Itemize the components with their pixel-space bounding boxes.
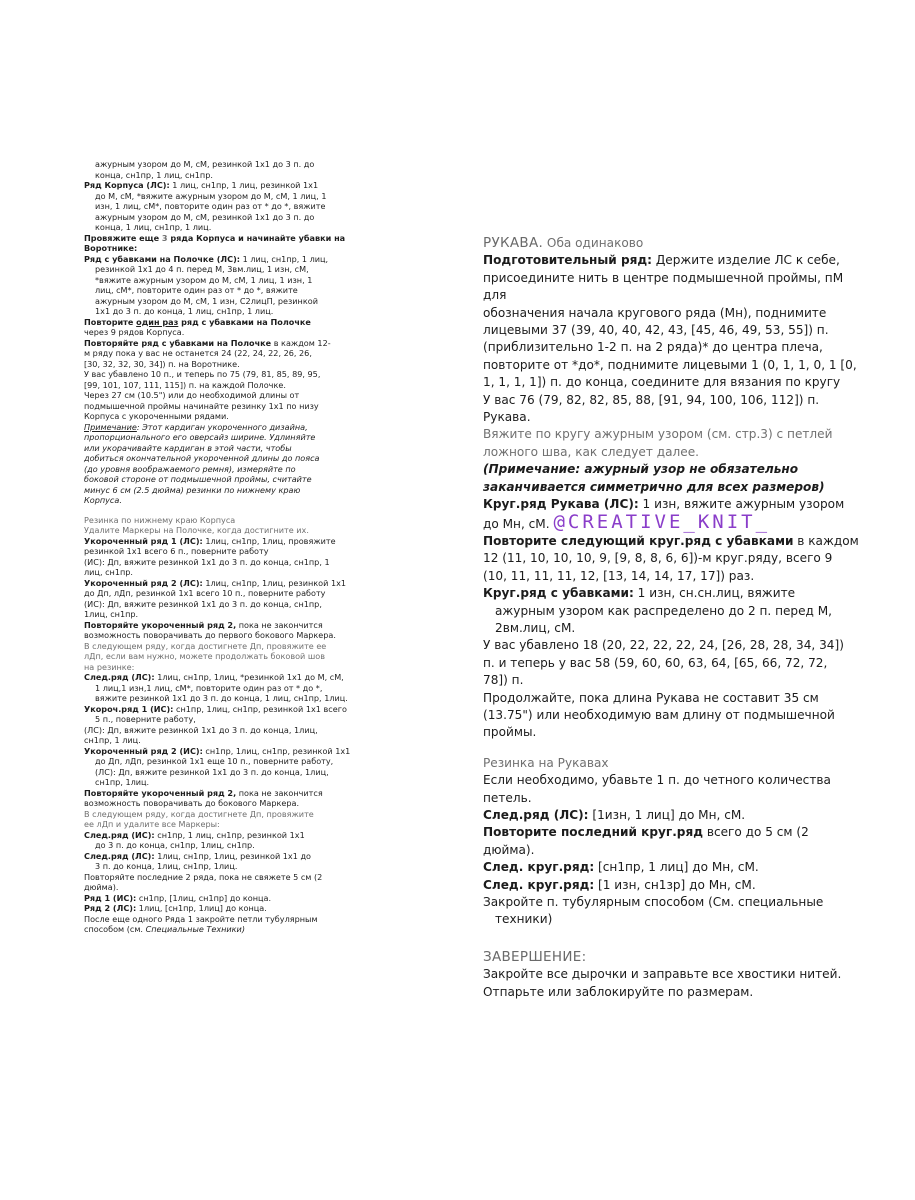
right-column [483,235,868,1001]
short-row-1: Укороченный ряд 1 (ЛС): 1лиц, сн1пр, 1лиц, провяжите [84,535,336,546]
text-line: (до уровня воображаемого ремня), измеряйте по [84,463,296,474]
repeat-last-round: Повторите последний круг.ряд всего до 5 см (2 [483,825,809,840]
next-row: След.ряд (ЛС): [1изн, 1 лиц] до Мн, сМ. [483,808,746,822]
next-round-1: След. круг.ряд: [сн1пр, 1 лиц] до Мн, сМ. [483,860,759,875]
text-line: возможность поворачивать до первого бокового Маркера. [84,630,336,640]
text-line: *вяжите ажурным узором до М, сМ, 1 лиц, 1 изн, 1 [95,274,313,285]
text-line: проймы. [483,725,537,740]
text-line: минус 6 см (2.5 дюйма) резинки по нижнему краю [84,484,301,495]
note: (Примечание: ажурный узор не обязательно [483,462,799,477]
text-line: заканчивается симметрично для всех размеров) [483,479,825,494]
text-line: или укорачивайте кардиган в этой части, чтобы [84,442,292,453]
text-line: изн, 1 лиц, сМ*, повторите один раз от * до *, вяжите [95,201,326,211]
body-row-instruction: Ряд Корпуса (ЛС): 1 лиц, сн1пр, 1 лиц, резинкой 1х1 [84,180,319,190]
text-line: В следующем ряду, когда достигнете Дп, провяжите [84,808,314,819]
text-line: дюйма). [483,842,535,857]
text-line: вяжите резинкой 1х1 до 3 п. до конца, 1 лиц, сн1пр, 1лиц. [95,693,348,703]
text-line: до Дп, лДп, резинкой 1х1 еще 10 п., поверните работу, [95,756,334,766]
text-line: (приблизительно 1-2 п. на 2 ряда)* до центра плеча, [483,340,823,355]
text-line: сн1пр, 1лиц. [95,777,150,787]
text-line: (ИС): Дп, вяжите резинкой 1х1 до 3 п. до конца, сн1пр, 1 [84,556,330,567]
note: Примечание: Этот кардиган укороченного дизайна, [84,421,308,432]
next-row-rs-2: След.ряд (ЛС): 1лиц, сн1пр, 1лиц, резинкой 1х1 до [84,850,311,861]
short-row-ws-2: Укороченный ряд 2 (ИС): сн1пр, 1лиц, сн1пр, резинкой 1х1 [84,745,351,756]
section-heading-sleeves: РУКАВА. Оба одинаково [483,235,644,251]
text-line: повторите от *до*, поднимите лицевыми 1 (0, 1, 1, 0, 1 [0, [483,357,857,372]
text-line: ажурным узором до М, сМ, резинкой 1х1 до 3 п. до [95,211,315,222]
text-line: (10, 11, 11, 11, 12, [13, 14, 14, 17, 17]) раз. [483,568,755,583]
text-line: на резинке: [84,661,135,672]
text-line: способом (см. Специальные Техники) [84,924,245,934]
text-line: петель. [483,790,532,805]
text-line: боковой стороне от подмышечной проймы, считайте [84,474,312,484]
text-line: Удалите Маркеры на Полочке, когда достигните их. [84,525,309,535]
text-line: (ЛС): Дп, вяжите резинкой 1х1 до 3 п. до конца, 1лиц, [84,724,318,735]
text-line: Рукава. [483,410,531,425]
front-decrease-row: Ряд с убавками на Полочке (ЛС): 1 лиц, сн1пр, 1 лиц, [84,253,329,264]
text-line: 2вм.лиц, сМ. [495,620,576,635]
watermark: @CREATIVE_KNIT_ [553,510,771,533]
text-line: обозначения начала кругового ряда (Мн), поднимите [483,305,827,320]
section-heading-rib: Резинка на Рукавах [483,755,609,770]
text-line: Воротнике: [84,243,138,253]
text-line: через 9 рядов Корпуса. [84,327,185,337]
text-line: У вас убавлено 10 п., и теперь по 75 (79, 81, 85, 89, 95, [84,369,321,379]
text-line: [30, 32, 32, 30, 34]) п. на Воротнике. [84,358,240,369]
text-line: В следующем ряду, когда достигнете Дп, провяжите ее [84,640,327,651]
text-line: Закройте все дырочки и заправьте все хвостики нитей. [483,967,842,982]
text-line: Отпарьте или заблокируйте по размерам. [483,984,754,999]
row-1: Ряд 1 (ИС): сн1пр, [1лиц, сн1пр] до конца. [84,892,272,903]
prep-row: Подготовительный ряд: Держите изделие ЛС к себе, [483,253,840,268]
text-line: до Дп, лДп, резинкой 1х1 всего 10 п., поверните работу [84,588,326,598]
text-line: лицевыми 37 (39, 40, 40, 42, 43, [45, 46, 49, 53, 55]) п. [483,323,829,338]
text-line: ажурным узором как распределено до 2 п. перед М, [495,603,833,618]
text-line: У вас 76 (79, 82, 82, 85, 88, [91, 94, 100, 106, 112]) п. [483,392,820,407]
text-line: Корпуса с укороченными рядами. [84,411,229,421]
text-line: до Мн, сМ. @CREATIVE_KNIT_ [483,510,771,533]
text-line: [99, 101, 107, 111, 115]) п. на каждой Полочке. [84,379,286,390]
text-line: до М, сМ, *вяжите ажурным узором до М, сМ, 1 лиц, 1 [95,190,327,201]
text-line: Корпуса. [84,495,122,505]
repeat-short-row-ws-2: Повторяйте укороченный ряд 2, пока не закончится [84,787,323,798]
text-line: 1х1 до 3 п. до конца, 1 лиц, сн1пр, 1 лиц. [95,306,274,316]
repeat-short-row-2: Повторяйте укороченный ряд 2, пока не закончится [84,619,323,630]
text-line: Через 27 см (10.5") или до необходимой длины от [84,390,300,400]
text-line: ее лДп и удалите все Маркеры: [84,819,220,829]
instruction-label: Ряд Корпуса (ЛС): [84,180,170,190]
text-line: 1 лиц,1 изн,1 лиц, сМ*, повторите один раз от * до *, [95,682,323,693]
text-line: У вас убавлено 18 (20, 22, 22, 22, 24, [26, 28, 28, 34, 34]) [483,638,844,653]
text-line: 5 п., поверните работу, [95,714,196,724]
text-line: лДп, если вам нужно, можете продолжать боковой шов [84,651,326,661]
repeat-once: Повторите один раз ряд с убавками на Полочке [84,316,311,327]
repeat-every-12: Повторяйте ряд с убавками на Полочке в каждом 12- [84,337,331,348]
text-line: Если необходимо, убавьте 1 п. до четного количества [483,773,831,788]
text-line: 1лиц, сн1пр. [84,609,139,619]
text-line: м ряду пока у вас не останется 24 (22, 24, 22, 26, 26, [84,348,312,358]
text-line: 12 (11, 10, 10, 10, 9, [9, 8, 8, 6, 6])-м круг.ряду, всего 9 [483,551,833,566]
next-round-2: След. круг.ряд: [1 изн, сн1зр] до Мн, сМ. [483,877,756,892]
text-line: сн1пр, 1 лиц. [84,735,141,745]
text-line: возможность поворачивать до бокового Маркера. [84,798,300,808]
text-line: присоедините нить в центре подмышечной проймы, пМ для [483,270,844,303]
text-line: лиц, сн1пр. [84,567,133,577]
text-line: ложного шва, как следует далее. [483,444,699,459]
text-line: ажурным узором до М, сМ, резинкой 1х1 до 3 п. до [95,159,315,169]
decrease-round: Круг.ряд с убавками: 1 изн, сн.сн.лиц, вяжите [483,586,796,601]
text-line: резинкой 1х1 всего 6 п., поверните работу [84,546,269,556]
section-heading: Резинка по нижнему краю Корпуса [84,514,236,525]
text-line: п. и теперь у вас 58 (59, 60, 60, 63, 64, [65, 66, 72, 72, [483,655,828,670]
text-line: ажурным узором до М, сМ, 1 изн, С2лицП, резинкой [95,295,318,306]
row-2: Ряд 2 (ЛС): 1лиц, [сн1пр, 1лиц] до конца. [84,903,267,913]
text-line: дюйма). [84,882,119,892]
text-line: (ЛС): Дп, вяжите резинкой 1х1 до 3 п. до конца, 1лиц, [95,766,329,777]
text-line: подмышечной проймы начинайте резинку 1х1 по низу [84,400,319,411]
next-row-ws: След.ряд (ИС): сн1пр, 1 лиц, сн1пр, резинкой 1х1 [84,829,305,840]
text-line: конца, 1 лиц, сн1пр, 1 лиц. [95,222,212,232]
short-row-2: Укороченный ряд 2 (ЛС): 1лиц, сн1пр, 1лиц, резинкой 1х1 [84,577,347,588]
section-heading-finishing: ЗАВЕРШЕНИЕ: [483,948,587,965]
left-column [84,159,389,935]
text-line: конца, сн1пр, 1 лиц, сн1пр. [95,169,213,180]
next-row-rs: След.ряд (ЛС): 1лиц, сн1пр, 1лиц, *резинкой 1х1 до М, сМ, [84,672,344,682]
text-line: 1, 1, 1, 1]) п. до конца, соедините для вязания по кругу [483,375,841,390]
repeat-3-rows: Провяжите еще 3 ряда Корпуса и начинайте убавки на [84,232,346,243]
text-line: 78]) п. [483,673,524,688]
text-line: Повторяйте последние 2 ряда, пока не свяжете 5 см (2 [84,871,323,882]
text-line: Продолжайте, пока длина Рукава не составит 35 см [483,690,819,705]
text-line: Закройте п. тубулярным способом (См. специальные [483,895,824,910]
text-line: Вяжите по кругу ажурным узором (см. стр.3) с петлей [483,427,833,442]
text-line: до 3 п. до конца, сн1пр, 1лиц, сн1пр. [95,840,255,850]
short-row-ws-1: Укороч.ряд 1 (ИС): сн1пр, 1лиц, сн1пр, резинкой 1х1 всего [84,703,347,714]
text-line: После еще одного Ряда 1 закройте петли тубулярным [84,913,318,924]
text-line: (13.75") или необходимую вам длину от подмышечной [483,707,835,722]
text-line: резинкой 1х1 до 4 п. перед М, 3вм.лиц, 1 изн, сМ, [95,264,309,274]
sleeve-round: Круг.ряд Рукава (ЛС): 1 изн, вяжите ажурным узором [483,497,845,512]
text-line: пропорционального его оверсайз ширине. Удлиняйте [84,432,316,442]
text-line: (ИС): Дп, вяжите резинкой 1х1 до 3 п. до конца, сн1пр, [84,598,322,609]
text-line: 3 п. до конца, 1лиц, сн1пр, 1лиц. [95,861,238,871]
repeat-decrease-round: Повторите следующий круг.ряд с убавками в каждом [483,533,859,548]
text-line: лиц, сМ*, повторите один раз от * до *, вяжите [95,285,298,295]
text-line: добиться окончательной укороченной длины до пояса [84,453,320,463]
text-line: техники) [495,912,553,927]
